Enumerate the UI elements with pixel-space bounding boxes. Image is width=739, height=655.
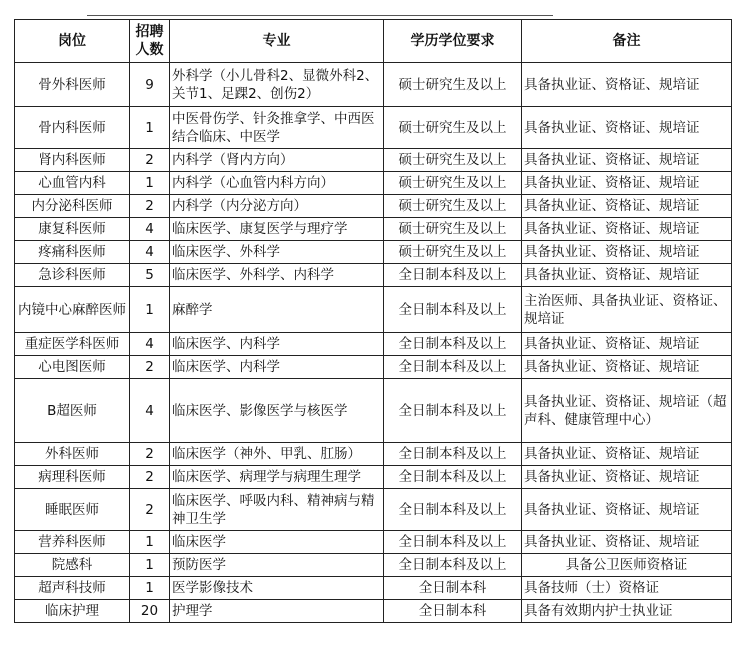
cell-education: 硕士研究生及以上 xyxy=(384,107,522,149)
cell-education: 全日制本科及以上 xyxy=(384,554,522,577)
cell-education: 全日制本科及以上 xyxy=(384,287,522,333)
table-row xyxy=(15,379,732,443)
cell-position: 院感科 xyxy=(15,554,130,577)
cell-major: 临床医学、内科学 xyxy=(170,356,384,379)
cell-position: 骨外科医师 xyxy=(15,63,130,107)
table-row xyxy=(15,107,732,149)
cell-major: 临床医学、呼吸内科、精神病与精神卫生学 xyxy=(170,489,384,531)
cell-major: 内科学（心血管内科方向） xyxy=(170,172,384,195)
table-row xyxy=(15,489,732,531)
cell-note: 具备执业证、资格证、规培证 xyxy=(522,149,732,172)
cell-education: 硕士研究生及以上 xyxy=(384,63,522,107)
cell-major: 护理学 xyxy=(170,600,384,623)
table-row xyxy=(15,172,732,195)
cell-position: 睡眠医师 xyxy=(15,489,130,531)
top-rule xyxy=(87,15,553,16)
cell-position: 重症医学科医师 xyxy=(15,333,130,356)
cell-count: 4 xyxy=(130,218,170,241)
cell-position: 疼痛科医师 xyxy=(15,241,130,264)
cell-major: 临床医学、影像医学与核医学 xyxy=(170,379,384,443)
cell-count: 2 xyxy=(130,466,170,489)
cell-education: 全日制本科 xyxy=(384,600,522,623)
cell-note: 具备执业证、资格证、规培证 xyxy=(522,531,732,554)
cell-note: 具备执业证、资格证、规培证 xyxy=(522,356,732,379)
cell-major: 内科学（肾内方向） xyxy=(170,149,384,172)
cell-note: 具备有效期内护士执业证 xyxy=(522,600,732,623)
cell-note: 具备执业证、资格证、规培证 xyxy=(522,172,732,195)
cell-count: 2 xyxy=(130,195,170,218)
cell-note: 具备执业证、资格证、规培证 xyxy=(522,241,732,264)
cell-education: 硕士研究生及以上 xyxy=(384,172,522,195)
cell-position: B超医师 xyxy=(15,379,130,443)
cell-note: 具备执业证、资格证、规培证 xyxy=(522,63,732,107)
table-row xyxy=(15,149,732,172)
cell-count: 2 xyxy=(130,489,170,531)
cell-position: 病理科医师 xyxy=(15,466,130,489)
table-row xyxy=(15,531,732,554)
cell-position: 肾内科医师 xyxy=(15,149,130,172)
header-major: 专业 xyxy=(170,20,384,63)
cell-count: 2 xyxy=(130,149,170,172)
cell-position: 内镜中心麻醉医师 xyxy=(15,287,130,333)
cell-major: 预防医学 xyxy=(170,554,384,577)
cell-education: 全日制本科及以上 xyxy=(384,379,522,443)
cell-note: 具备执业证、资格证、规培证 xyxy=(522,264,732,287)
cell-major: 临床医学、康复医学与理疗学 xyxy=(170,218,384,241)
header-position: 岗位 xyxy=(15,20,130,63)
table-row xyxy=(15,241,732,264)
cell-education: 全日制本科及以上 xyxy=(384,443,522,466)
cell-major: 临床医学、病理学与病理生理学 xyxy=(170,466,384,489)
table-row xyxy=(15,577,732,600)
cell-position: 急诊科医师 xyxy=(15,264,130,287)
table-row xyxy=(15,63,732,107)
cell-education: 硕士研究生及以上 xyxy=(384,149,522,172)
cell-note: 具备执业证、资格证、规培证 xyxy=(522,466,732,489)
table-row xyxy=(15,264,732,287)
cell-major: 临床医学、内科学 xyxy=(170,333,384,356)
header-note: 备注 xyxy=(522,20,732,63)
table-row xyxy=(15,287,732,333)
cell-note: 具备执业证、资格证、规培证 xyxy=(522,333,732,356)
table-row xyxy=(15,466,732,489)
table-row xyxy=(15,195,732,218)
cell-count: 2 xyxy=(130,356,170,379)
cell-count: 1 xyxy=(130,554,170,577)
cell-education: 全日制本科及以上 xyxy=(384,489,522,531)
cell-count: 4 xyxy=(130,379,170,443)
cell-count: 20 xyxy=(130,600,170,623)
cell-education: 全日制本科及以上 xyxy=(384,531,522,554)
cell-note: 具备技师（士）资格证 xyxy=(522,577,732,600)
cell-note: 具备执业证、资格证、规培证 xyxy=(522,195,732,218)
cell-major: 临床医学 xyxy=(170,531,384,554)
cell-position: 营养科医师 xyxy=(15,531,130,554)
cell-education: 硕士研究生及以上 xyxy=(384,218,522,241)
recruitment-table xyxy=(14,19,732,623)
cell-count: 1 xyxy=(130,107,170,149)
cell-position: 临床护理 xyxy=(15,600,130,623)
cell-note: 具备执业证、资格证、规培证 xyxy=(522,218,732,241)
cell-note: 具备执业证、资格证、规培证 xyxy=(522,107,732,149)
table-row xyxy=(15,600,732,623)
cell-position: 心血管内科 xyxy=(15,172,130,195)
cell-count: 4 xyxy=(130,333,170,356)
header-row xyxy=(15,20,732,63)
cell-major: 临床医学、外科学 xyxy=(170,241,384,264)
cell-education: 硕士研究生及以上 xyxy=(384,241,522,264)
cell-position: 心电图医师 xyxy=(15,356,130,379)
cell-count: 1 xyxy=(130,287,170,333)
cell-education: 全日制本科及以上 xyxy=(384,264,522,287)
cell-count: 1 xyxy=(130,531,170,554)
table-row xyxy=(15,554,732,577)
cell-count: 4 xyxy=(130,241,170,264)
cell-major: 麻醉学 xyxy=(170,287,384,333)
cell-major: 内科学（内分泌方向） xyxy=(170,195,384,218)
cell-position: 超声科技师 xyxy=(15,577,130,600)
cell-note: 具备执业证、资格证、规培证 xyxy=(522,489,732,531)
header-education: 学历学位要求 xyxy=(384,20,522,63)
cell-major: 外科学（小儿骨科2、显微外科2、关节1、足踝2、创伤2） xyxy=(170,63,384,107)
cell-count: 1 xyxy=(130,577,170,600)
table-row xyxy=(15,218,732,241)
cell-count: 9 xyxy=(130,63,170,107)
cell-position: 内分泌科医师 xyxy=(15,195,130,218)
table-row xyxy=(15,443,732,466)
table-row xyxy=(15,356,732,379)
cell-education: 全日制本科 xyxy=(384,577,522,600)
cell-major: 临床医学、外科学、内科学 xyxy=(170,264,384,287)
cell-major: 医学影像技术 xyxy=(170,577,384,600)
header-count: 招聘人数 xyxy=(130,20,170,63)
cell-note: 具备执业证、资格证、规培证（超声科、健康管理中心） xyxy=(522,379,732,443)
cell-count: 1 xyxy=(130,172,170,195)
cell-count: 2 xyxy=(130,443,170,466)
cell-count: 5 xyxy=(130,264,170,287)
cell-major: 中医骨伤学、针灸推拿学、中西医结合临床、中医学 xyxy=(170,107,384,149)
cell-position: 康复科医师 xyxy=(15,218,130,241)
cell-education: 全日制本科及以上 xyxy=(384,333,522,356)
cell-note: 具备执业证、资格证、规培证 xyxy=(522,443,732,466)
table-row xyxy=(15,333,732,356)
cell-major: 临床医学（神外、甲乳、肛肠） xyxy=(170,443,384,466)
cell-note: 具备公卫医师资格证 xyxy=(522,554,732,577)
cell-education: 硕士研究生及以上 xyxy=(384,195,522,218)
cell-education: 全日制本科及以上 xyxy=(384,466,522,489)
cell-note: 主治医师、具备执业证、资格证、规培证 xyxy=(522,287,732,333)
cell-position: 骨内科医师 xyxy=(15,107,130,149)
cell-position: 外科医师 xyxy=(15,443,130,466)
cell-education: 全日制本科及以上 xyxy=(384,356,522,379)
